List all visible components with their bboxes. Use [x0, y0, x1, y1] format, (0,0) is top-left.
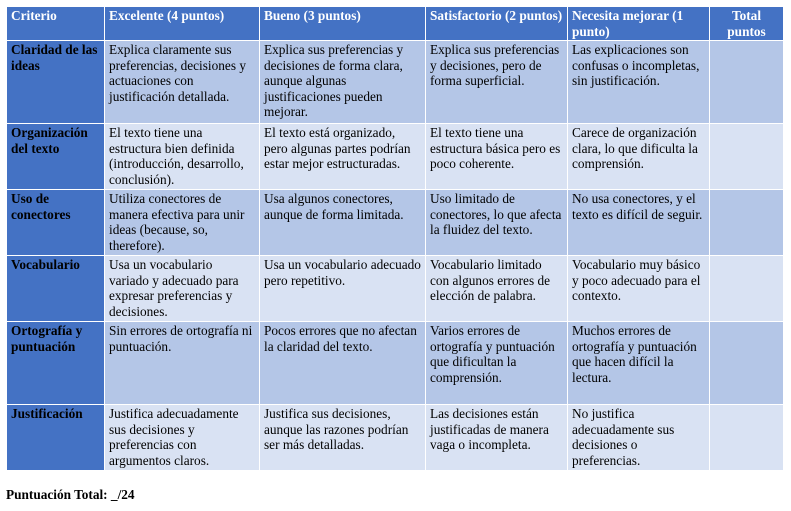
cell-total	[710, 322, 784, 405]
header-criterio: Criterio	[7, 7, 105, 41]
cell-bueno: El texto está organizado, pero algunas partes podrían estar mejor estructuradas.	[260, 124, 426, 190]
cell-necesita-mejorar: Las explicaciones son confusas o incompletas, sin justificación.	[568, 41, 710, 124]
cell-satisfactorio: Las decisiones están justificadas de manera vaga o incompleta.	[426, 405, 568, 471]
total-score-label: Puntuación Total: _/24	[6, 487, 135, 502]
cell-bueno: Usa un vocabulario adecuado pero repetitivo.	[260, 256, 426, 322]
header-bueno: Bueno (3 puntos)	[260, 7, 426, 41]
cell-excelente: Sin errores de ortografía ni puntuación.	[105, 322, 260, 405]
cell-total	[710, 256, 784, 322]
row-criterio: Vocabulario	[7, 256, 105, 322]
header-satisfactorio: Satisfactorio (2 puntos)	[426, 7, 568, 41]
table-row	[7, 41, 784, 124]
cell-excelente: Justifica adecuadamente sus decisiones y preferencias con argumentos claros.	[105, 405, 260, 471]
header-total: Total puntos	[710, 7, 784, 41]
row-criterio: Organización del texto	[7, 124, 105, 190]
cell-necesita-mejorar: No justifica adecuadamente sus decisiones o preferencias.	[568, 405, 710, 471]
cell-excelente: El texto tiene una estructura bien definida (introducción, desarrollo, conclusión).	[105, 124, 260, 190]
header-excelente: Excelente (4 puntos)	[105, 7, 260, 41]
cell-bueno: Usa algunos conectores, aunque de forma limitada.	[260, 190, 426, 256]
cell-excelente: Utiliza conectores de manera efectiva para unir ideas (because, so, therefore).	[105, 190, 260, 256]
row-criterio: Uso de conectores	[7, 190, 105, 256]
cell-necesita-mejorar: Vocabulario muy básico y poco adecuado para el contexto.	[568, 256, 710, 322]
header-row	[7, 7, 784, 41]
cell-necesita-mejorar: Carece de organización clara, lo que dificulta la comprensión.	[568, 124, 710, 190]
header-necesita-mejorar: Necesita mejorar (1 punto)	[568, 7, 710, 41]
cell-excelente: Explica claramente sus preferencias, decisiones y actuaciones con justificación detallada.	[105, 41, 260, 124]
rubric-table	[6, 6, 784, 471]
cell-total	[710, 190, 784, 256]
table-row	[7, 405, 784, 471]
table-row	[7, 190, 784, 256]
cell-satisfactorio: El texto tiene una estructura básica pero es poco coherente.	[426, 124, 568, 190]
cell-total	[710, 405, 784, 471]
cell-satisfactorio: Explica sus preferencias y decisiones, pero de forma superficial.	[426, 41, 568, 124]
cell-necesita-mejorar: No usa conectores, y el texto es difícil de seguir.	[568, 190, 710, 256]
row-criterio: Ortografía y puntuación	[7, 322, 105, 405]
cell-excelente: Usa un vocabulario variado y adecuado para expresar preferencias y decisiones.	[105, 256, 260, 322]
row-criterio: Justificación	[7, 405, 105, 471]
cell-bueno: Justifica sus decisiones, aunque las razones podrían ser más detalladas.	[260, 405, 426, 471]
cell-satisfactorio: Uso limitado de conectores, lo que afecta la fluidez del texto.	[426, 190, 568, 256]
cell-bueno: Explica sus preferencias y decisiones de forma clara, aunque algunas justificaciones pueden mejorar.	[260, 41, 426, 124]
cell-necesita-mejorar: Muchos errores de ortografía y puntuación que hacen difícil la lectura.	[568, 322, 710, 405]
row-criterio: Claridad de las ideas	[7, 41, 105, 124]
table-row	[7, 256, 784, 322]
table-row	[7, 124, 784, 190]
table-row	[7, 322, 784, 405]
cell-satisfactorio: Varios errores de ortografía y puntuación que dificultan la comprensión.	[426, 322, 568, 405]
cell-satisfactorio: Vocabulario limitado con algunos errores de elección de palabra.	[426, 256, 568, 322]
cell-total	[710, 41, 784, 124]
cell-total	[710, 124, 784, 190]
cell-bueno: Pocos errores que no afectan la claridad del texto.	[260, 322, 426, 405]
